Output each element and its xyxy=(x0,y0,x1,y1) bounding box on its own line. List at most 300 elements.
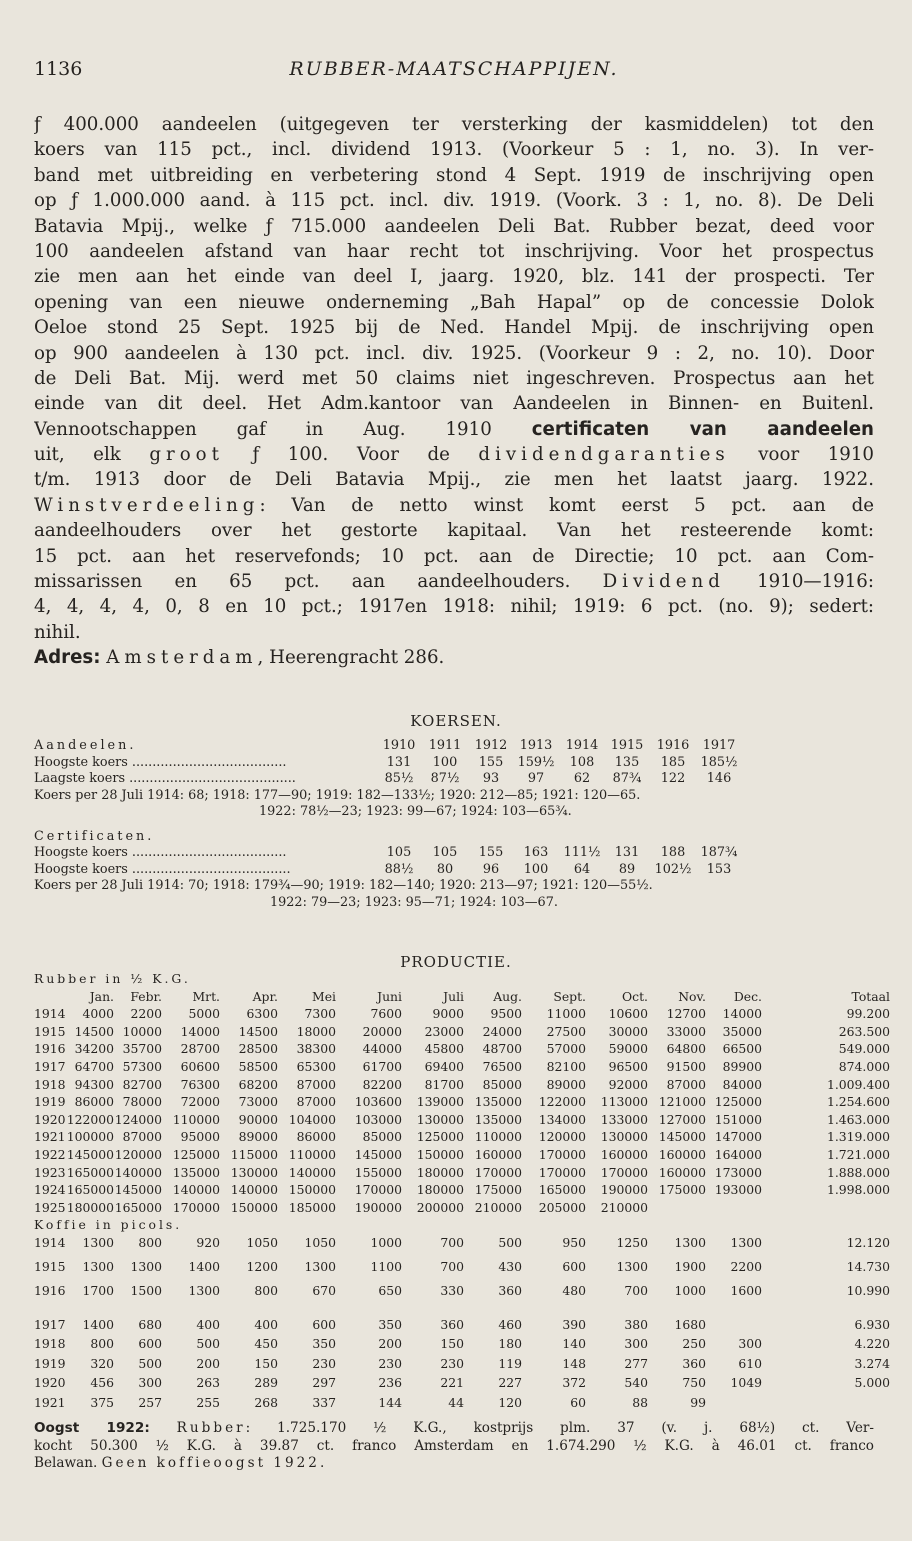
prod-cell: 165000 xyxy=(114,1199,162,1215)
koers-cell: 1912 xyxy=(474,738,508,753)
adres-line xyxy=(34,645,874,670)
prod-cell: 170000 xyxy=(538,1146,586,1162)
prod-cell: 180000 xyxy=(416,1182,464,1198)
prod-cell: 193000 xyxy=(714,1182,762,1198)
koers-cell: 131 xyxy=(386,754,412,770)
row-label: Hoogste koers ...................................... xyxy=(34,754,287,770)
prod-cell: 700 xyxy=(624,1282,648,1298)
row-label: Aandeelen. xyxy=(34,738,137,753)
prod-cell: 38300 xyxy=(296,1041,336,1057)
rubber-row xyxy=(34,1058,890,1077)
cert-note xyxy=(34,895,874,912)
prod-cell: 145000 xyxy=(66,1146,114,1162)
prod-cell: 73000 xyxy=(238,1094,278,1110)
prod-cell: 1300 xyxy=(304,1258,336,1274)
prod-cell: 800 xyxy=(138,1234,162,1250)
note-text: 1922: 79—23; 1923: 95—71; 1924: 103—67. xyxy=(270,894,558,910)
prod-cell: 1300 xyxy=(82,1258,114,1274)
body-line: aandeelhouders over het gestorte kapitaal. Van het resteerende komt: xyxy=(34,520,874,542)
month-header: Nov. xyxy=(678,988,706,1004)
prod-cell: 360 xyxy=(682,1355,706,1371)
prod-cell: 250 xyxy=(682,1336,706,1352)
prod-cell: 10000 xyxy=(122,1023,162,1039)
prod-cell: 500 xyxy=(498,1234,522,1250)
prod-cell: 950 xyxy=(562,1234,586,1250)
prod-cell: 78000 xyxy=(122,1094,162,1110)
prod-cell: 600 xyxy=(562,1258,586,1274)
month-header: Febr. xyxy=(130,988,162,1004)
prod-cell: 600 xyxy=(138,1336,162,1352)
koers-cell: 135 xyxy=(614,754,640,770)
page-number: 1136 xyxy=(34,58,83,80)
prod-cell: 100000 xyxy=(66,1129,114,1145)
koers-cell: 96 xyxy=(482,861,500,877)
prod-cell: 337 xyxy=(312,1394,336,1410)
prod-cell: 1600 xyxy=(730,1282,762,1298)
prod-cell: 81700 xyxy=(424,1076,464,1092)
prod-cell: 1300 xyxy=(82,1234,114,1250)
prod-cell: 1.463.000 xyxy=(826,1111,890,1127)
rubber-row xyxy=(34,1111,890,1130)
text-run: : Van de netto winst komt eerst 5 pct. aan de xyxy=(259,494,874,516)
year-cell: 1917 xyxy=(34,1058,66,1074)
koersen-note xyxy=(34,804,874,821)
note-text: Koers per 28 Juli 1914: 70; 1918: 179¾—90; 1919: 182—140; 1920: 213—97; 1921: 120—55½. xyxy=(34,878,653,893)
prod-cell: 227 xyxy=(498,1375,522,1391)
prod-cell: 34200 xyxy=(74,1041,114,1057)
prod-cell: 400 xyxy=(196,1316,220,1332)
year-cell: 1924 xyxy=(34,1182,66,1198)
prod-cell: 44000 xyxy=(362,1041,402,1057)
year-cell: 1919 xyxy=(34,1094,66,1110)
prod-cell: 86000 xyxy=(74,1094,114,1110)
prod-cell: 35700 xyxy=(122,1041,162,1057)
prod-cell: 72000 xyxy=(180,1094,220,1110)
productie-title: PRODUCTIE. xyxy=(400,953,512,971)
prod-cell: 4.220 xyxy=(854,1336,890,1352)
prod-cell: 35000 xyxy=(722,1023,762,1039)
prod-cell: 165000 xyxy=(538,1182,586,1198)
prod-cell: 1300 xyxy=(188,1282,220,1298)
prod-cell: 66500 xyxy=(722,1041,762,1057)
prod-cell: 61700 xyxy=(362,1058,402,1074)
prod-cell: 59000 xyxy=(608,1041,648,1057)
prod-cell: 190000 xyxy=(354,1199,402,1215)
adres-street: , Heerengracht 286. xyxy=(257,647,445,669)
body-line: zie men aan het einde van deel I, jaarg. 1920, blz. 141 der prospecti. Ter xyxy=(34,266,874,288)
month-header: Totaal xyxy=(851,988,890,1004)
koers-cell: 108 xyxy=(569,754,595,770)
months-row xyxy=(34,988,890,1007)
spaced-word: groot xyxy=(149,444,224,466)
prod-cell: 140000 xyxy=(288,1164,336,1180)
prod-cell: 300 xyxy=(738,1336,762,1352)
running-title: RUBBER-MAATSCHAPPIJEN. xyxy=(289,58,619,80)
prod-cell: 670 xyxy=(312,1282,336,1298)
prod-cell: 920 xyxy=(196,1234,220,1250)
koffie-row xyxy=(34,1282,890,1307)
koers-cell: 100 xyxy=(523,861,549,877)
page-header xyxy=(34,58,874,88)
rubber-row xyxy=(34,1164,890,1183)
prod-cell: 150000 xyxy=(416,1146,464,1162)
prod-cell: 20000 xyxy=(362,1023,402,1039)
prod-cell: 297 xyxy=(312,1375,336,1391)
prod-cell: 360 xyxy=(440,1316,464,1332)
prod-cell: 400 xyxy=(254,1316,278,1332)
prod-cell: 14500 xyxy=(74,1023,114,1039)
prod-cell: 150 xyxy=(440,1336,464,1352)
prod-cell: 1500 xyxy=(130,1282,162,1298)
prod-cell: 10600 xyxy=(608,1006,648,1022)
prod-cell: 82100 xyxy=(546,1058,586,1074)
prod-cell: 549.000 xyxy=(838,1041,890,1057)
body-line: ƒ 400.000 aandeelen (uitgegeven ter versterking der kasmiddelen) tot den xyxy=(34,114,874,135)
prod-cell: 257 xyxy=(138,1394,162,1410)
prod-cell: 160000 xyxy=(600,1146,648,1162)
prod-cell: 69400 xyxy=(424,1058,464,1074)
body-line: nihil. xyxy=(34,621,81,643)
koers-cell: 185 xyxy=(660,754,686,770)
prod-cell: 135000 xyxy=(172,1164,220,1180)
prod-cell: 185000 xyxy=(288,1199,336,1215)
body-line: opening van een nieuwe onderneming „Bah Hapal” op de concessie Dolok xyxy=(34,291,874,313)
prod-cell: 110000 xyxy=(172,1111,220,1127)
prod-cell: 125000 xyxy=(714,1094,762,1110)
prod-cell: 1300 xyxy=(130,1258,162,1274)
prod-cell: 144 xyxy=(378,1394,402,1410)
text-run: voor 1910 xyxy=(729,444,874,466)
prod-cell: 57000 xyxy=(546,1041,586,1057)
adres-label: Adres: xyxy=(34,647,101,669)
prod-cell: 200 xyxy=(378,1336,402,1352)
cert-label-row xyxy=(34,829,874,846)
prod-cell: 1.319.000 xyxy=(826,1129,890,1145)
prod-cell: 180 xyxy=(498,1336,522,1352)
prod-cell: 500 xyxy=(138,1355,162,1371)
footer-note xyxy=(34,1420,874,1473)
koersen-table xyxy=(34,738,874,911)
prod-cell: 200 xyxy=(196,1355,220,1371)
prod-cell: 28700 xyxy=(180,1041,220,1057)
koers-cell: 102½ xyxy=(654,861,692,877)
prod-cell: 7300 xyxy=(304,1006,336,1022)
prod-cell: 120 xyxy=(498,1394,522,1410)
prod-cell: 320 xyxy=(90,1355,114,1371)
footer-line xyxy=(34,1455,874,1473)
prod-cell: 230 xyxy=(440,1355,464,1371)
prod-cell: 95000 xyxy=(180,1129,220,1145)
prod-cell: 6300 xyxy=(246,1006,278,1022)
year-cell: 1922 xyxy=(34,1146,66,1162)
prod-cell: 3.274 xyxy=(854,1355,890,1371)
text-run: missarissen en 65 pct. aan aandeelhouders. xyxy=(34,571,603,593)
prod-cell: 124000 xyxy=(114,1111,162,1127)
prod-cell: 57300 xyxy=(122,1058,162,1074)
text-run: 1910—1916: xyxy=(724,571,874,593)
prod-cell: 14000 xyxy=(722,1006,762,1022)
body-line: Batavia Mpij., welke ƒ 715.000 aandeelen Deli Bat. Rubber bezat, deed voor xyxy=(34,215,874,237)
spacer xyxy=(34,1307,874,1317)
prod-cell: 12700 xyxy=(666,1006,706,1022)
body-line: t/m. 1913 door de Deli Batavia Mpij., zie men het laatst jaarg. 1922. xyxy=(34,469,874,491)
koffie-row xyxy=(34,1355,890,1376)
prod-cell: 1050 xyxy=(304,1234,336,1250)
rubber-label: Rubber in ½ K.G. xyxy=(34,971,191,986)
prod-cell: 1050 xyxy=(246,1234,278,1250)
year-cell: 1916 xyxy=(34,1282,66,1298)
prod-cell: 4000 xyxy=(82,1006,114,1022)
prod-cell: 76300 xyxy=(180,1076,220,1092)
rubber-row xyxy=(34,1129,890,1147)
prod-cell: 1200 xyxy=(246,1258,278,1274)
koers-cell: 93 xyxy=(482,771,500,786)
body-line: einde van dit deel. Het Adm.kantoor van Aandeelen in Binnen- en Buitenl. xyxy=(34,393,874,415)
prod-cell: 110000 xyxy=(474,1129,522,1145)
rubber-row xyxy=(34,1023,890,1042)
koers-cell: 1910 xyxy=(382,738,416,753)
prod-cell: 160000 xyxy=(658,1146,706,1162)
prod-cell: 221 xyxy=(440,1375,464,1391)
prod-cell: 430 xyxy=(498,1258,522,1274)
body-line: op 900 aandeelen à 130 pct. incl. div. 1925. (Voorkeur 9 : 2, no. 10). Door xyxy=(34,342,874,364)
prod-cell: 119 xyxy=(498,1355,522,1371)
spaced-word: Geen koffieoogst 1922. xyxy=(101,1455,328,1471)
year-cell: 1917 xyxy=(34,1316,66,1332)
prod-cell: 103600 xyxy=(354,1094,402,1110)
koers-cell: 62 xyxy=(573,771,591,786)
prod-cell: 82200 xyxy=(362,1076,402,1092)
koersen-row xyxy=(34,771,874,788)
prod-cell: 170000 xyxy=(600,1164,648,1180)
prod-cell: 139000 xyxy=(416,1094,464,1110)
prod-cell: 12.120 xyxy=(846,1234,890,1250)
koffie-row xyxy=(34,1375,890,1395)
prod-cell: 28500 xyxy=(238,1041,278,1057)
prod-cell: 350 xyxy=(378,1316,402,1332)
prod-cell: 1.998.000 xyxy=(826,1182,890,1198)
koers-cell: 80 xyxy=(436,861,454,877)
cert-note xyxy=(34,878,874,895)
prod-cell: 610 xyxy=(738,1355,762,1371)
prod-cell: 110000 xyxy=(288,1146,336,1162)
koffie-row xyxy=(34,1395,874,1415)
prod-cell: 700 xyxy=(440,1258,464,1274)
prod-cell: 14000 xyxy=(180,1023,220,1039)
prod-cell: 175000 xyxy=(658,1182,706,1198)
prod-cell: 360 xyxy=(498,1282,522,1298)
prod-cell: 94300 xyxy=(74,1076,114,1092)
prod-cell: 145000 xyxy=(658,1129,706,1145)
text-run: Vennootschappen gaf in Aug. 1910 xyxy=(34,418,532,440)
prod-cell: 1250 xyxy=(616,1234,648,1250)
prod-cell: 155000 xyxy=(354,1164,402,1180)
prod-cell: 145000 xyxy=(114,1182,162,1198)
prod-cell: 45800 xyxy=(424,1041,464,1057)
koers-cell: 87¾ xyxy=(612,771,642,786)
month-header: Sept. xyxy=(553,988,586,1004)
footer-line xyxy=(34,1420,874,1438)
body-line-dividend xyxy=(34,569,874,594)
prod-cell: 9000 xyxy=(432,1006,464,1022)
prod-cell: 151000 xyxy=(714,1111,762,1127)
prod-cell: 84000 xyxy=(722,1076,762,1092)
koersen-years-row xyxy=(34,738,874,755)
prod-cell: 5000 xyxy=(188,1006,220,1022)
month-header: Mrt. xyxy=(192,988,220,1004)
koers-cell: 155 xyxy=(478,845,504,860)
prod-cell: 121000 xyxy=(658,1094,706,1110)
prod-cell: 460 xyxy=(498,1316,522,1332)
prod-cell: 148 xyxy=(562,1355,586,1371)
month-header: Mei xyxy=(312,988,336,1004)
prod-cell: 1700 xyxy=(82,1282,114,1298)
rubber-row xyxy=(34,1076,890,1095)
spaced-word: Rubber xyxy=(176,1420,246,1436)
prod-cell: 44 xyxy=(448,1394,464,1410)
year-cell: 1914 xyxy=(34,1006,66,1022)
koers-cell: 122 xyxy=(660,771,686,786)
note-text: 1922: 78½—23; 1923: 99—67; 1924: 103—65¾. xyxy=(259,804,572,819)
prod-cell: 330 xyxy=(440,1282,464,1298)
prod-cell: 10.990 xyxy=(846,1282,890,1298)
prod-cell: 135000 xyxy=(474,1094,522,1110)
koersen-note xyxy=(34,788,874,805)
koers-cell: 1917 xyxy=(702,738,736,753)
prod-cell: 277 xyxy=(624,1355,648,1371)
footer-line: kocht 50.300 ½ K.G. à 39.87 ct. franco Amsterdam en 1.674.290 ½ K.G. à 46.01 ct. franco xyxy=(34,1437,874,1454)
prod-cell: 23000 xyxy=(424,1023,464,1039)
prod-cell: 27500 xyxy=(546,1023,586,1039)
rubber-row xyxy=(34,1006,890,1024)
spaced-word: dividendgaranties xyxy=(478,444,730,466)
koers-cell: 185½ xyxy=(700,754,738,770)
body-line: op ƒ 1.000.000 aand. à 115 pct. incl. div. 1919. (Voork. 3 : 1, no. 8). De Deli xyxy=(34,190,874,212)
koers-cell: 163 xyxy=(523,845,549,860)
body-line: 15 pct. aan het reservefonds; 10 pct. aan de Directie; 10 pct. aan Com- xyxy=(34,545,874,567)
month-header: Apr. xyxy=(252,988,278,1004)
prod-cell: 14500 xyxy=(238,1023,278,1039)
body-line: Oeloe stond 25 Sept. 1925 bij de Ned. Handel Mpij. de inschrijving open xyxy=(34,317,874,339)
spaced-word: Dividend xyxy=(602,571,725,593)
body-line-groot xyxy=(34,442,874,467)
prod-cell: 86000 xyxy=(296,1129,336,1145)
prod-cell: 125000 xyxy=(172,1146,220,1162)
prod-cell: 134000 xyxy=(538,1111,586,1127)
prod-cell: 540 xyxy=(624,1375,648,1391)
prod-cell: 30000 xyxy=(608,1023,648,1039)
koers-cell: 131 xyxy=(614,845,640,860)
prod-cell: 91500 xyxy=(666,1058,706,1074)
prod-cell: 88 xyxy=(632,1394,648,1410)
prod-cell: 180000 xyxy=(416,1164,464,1180)
year-cell: 1925 xyxy=(34,1199,66,1215)
koers-cell: 105 xyxy=(386,845,412,860)
prod-cell: 1.888.000 xyxy=(826,1164,890,1180)
prod-cell: 230 xyxy=(312,1355,336,1371)
year-cell: 1916 xyxy=(34,1041,66,1057)
prod-cell: 133000 xyxy=(600,1111,648,1127)
koers-cell: 85½ xyxy=(384,771,414,786)
prod-cell: 650 xyxy=(378,1282,402,1298)
prod-cell: 48700 xyxy=(482,1041,522,1057)
koers-cell: 1911 xyxy=(428,738,462,753)
prod-cell: 1300 xyxy=(674,1234,706,1250)
koers-cell: 159½ xyxy=(517,754,555,770)
year-cell: 1920 xyxy=(34,1111,66,1127)
year-cell: 1921 xyxy=(34,1129,66,1145)
prod-cell: 1.009.400 xyxy=(826,1076,890,1092)
prod-cell: 750 xyxy=(682,1375,706,1391)
prod-cell: 1300 xyxy=(730,1234,762,1250)
year-cell: 1918 xyxy=(34,1336,66,1352)
month-header: Oct. xyxy=(621,988,648,1004)
text-run: ƒ 100. Voor de xyxy=(223,444,479,466)
prod-cell: 160000 xyxy=(474,1146,522,1162)
koffie-row xyxy=(34,1316,890,1337)
prod-cell: 255 xyxy=(196,1394,220,1410)
text-run: : 1.725.170 ½ K.G., kostprijs plm. 37 (v. j. 68½) ct. Ver- xyxy=(245,1420,874,1436)
cert-row xyxy=(34,845,874,862)
prod-cell: 125000 xyxy=(416,1129,464,1145)
koffie-row xyxy=(34,1258,890,1283)
prod-cell: 76500 xyxy=(482,1058,522,1074)
year-cell: 1923 xyxy=(34,1164,66,1180)
prod-cell: 300 xyxy=(138,1375,162,1391)
prod-cell: 170000 xyxy=(538,1164,586,1180)
year-cell: 1920 xyxy=(34,1375,66,1391)
prod-cell: 1000 xyxy=(674,1282,706,1298)
prod-cell: 60 xyxy=(570,1394,586,1410)
prod-cell: 33000 xyxy=(666,1023,706,1039)
prod-cell: 874.000 xyxy=(838,1058,890,1074)
body-line: 4, 4, 4, 4, 0, 8 en 10 pct.; 1917en 1918: nihil; 1919: 6 pct. (no. 9); sedert: xyxy=(34,596,874,618)
koffie-row xyxy=(34,1336,890,1356)
year-cell: 1915 xyxy=(34,1023,66,1039)
prod-cell: 1049 xyxy=(730,1375,762,1391)
row-label: Hoogste koers ....................................... xyxy=(34,861,291,877)
prod-cell: 135000 xyxy=(474,1111,522,1127)
prod-cell: 180000 xyxy=(66,1199,114,1215)
cert-row xyxy=(34,862,874,879)
prod-cell: 800 xyxy=(90,1336,114,1352)
prod-cell: 173000 xyxy=(714,1164,762,1180)
koers-cell: 64 xyxy=(573,861,591,877)
prod-cell: 5.000 xyxy=(854,1375,890,1391)
text-run: uit, elk xyxy=(34,444,150,466)
prod-cell: 350 xyxy=(312,1336,336,1352)
prod-cell: 450 xyxy=(254,1336,278,1352)
prod-cell: 175000 xyxy=(474,1182,522,1198)
prod-cell: 200000 xyxy=(416,1199,464,1215)
prod-cell: 1100 xyxy=(370,1258,402,1274)
prod-cell: 1400 xyxy=(188,1258,220,1274)
prod-cell: 89900 xyxy=(722,1058,762,1074)
cert-label: Certificaten. xyxy=(34,828,155,844)
month-header: Jan. xyxy=(89,988,114,1004)
prod-cell: 6.930 xyxy=(854,1316,890,1332)
koersen-title: KOERSEN. xyxy=(410,712,502,730)
prod-cell: 2200 xyxy=(730,1258,762,1274)
prod-cell: 18000 xyxy=(296,1023,336,1039)
prod-cell: 150 xyxy=(254,1355,278,1371)
prod-cell: 236 xyxy=(378,1375,402,1391)
prod-cell: 87000 xyxy=(296,1076,336,1092)
prod-cell: 130000 xyxy=(416,1111,464,1127)
year-cell: 1918 xyxy=(34,1076,66,1092)
koffie-label: Koffie in picols. xyxy=(34,1217,183,1233)
prod-cell: 145000 xyxy=(354,1146,402,1162)
